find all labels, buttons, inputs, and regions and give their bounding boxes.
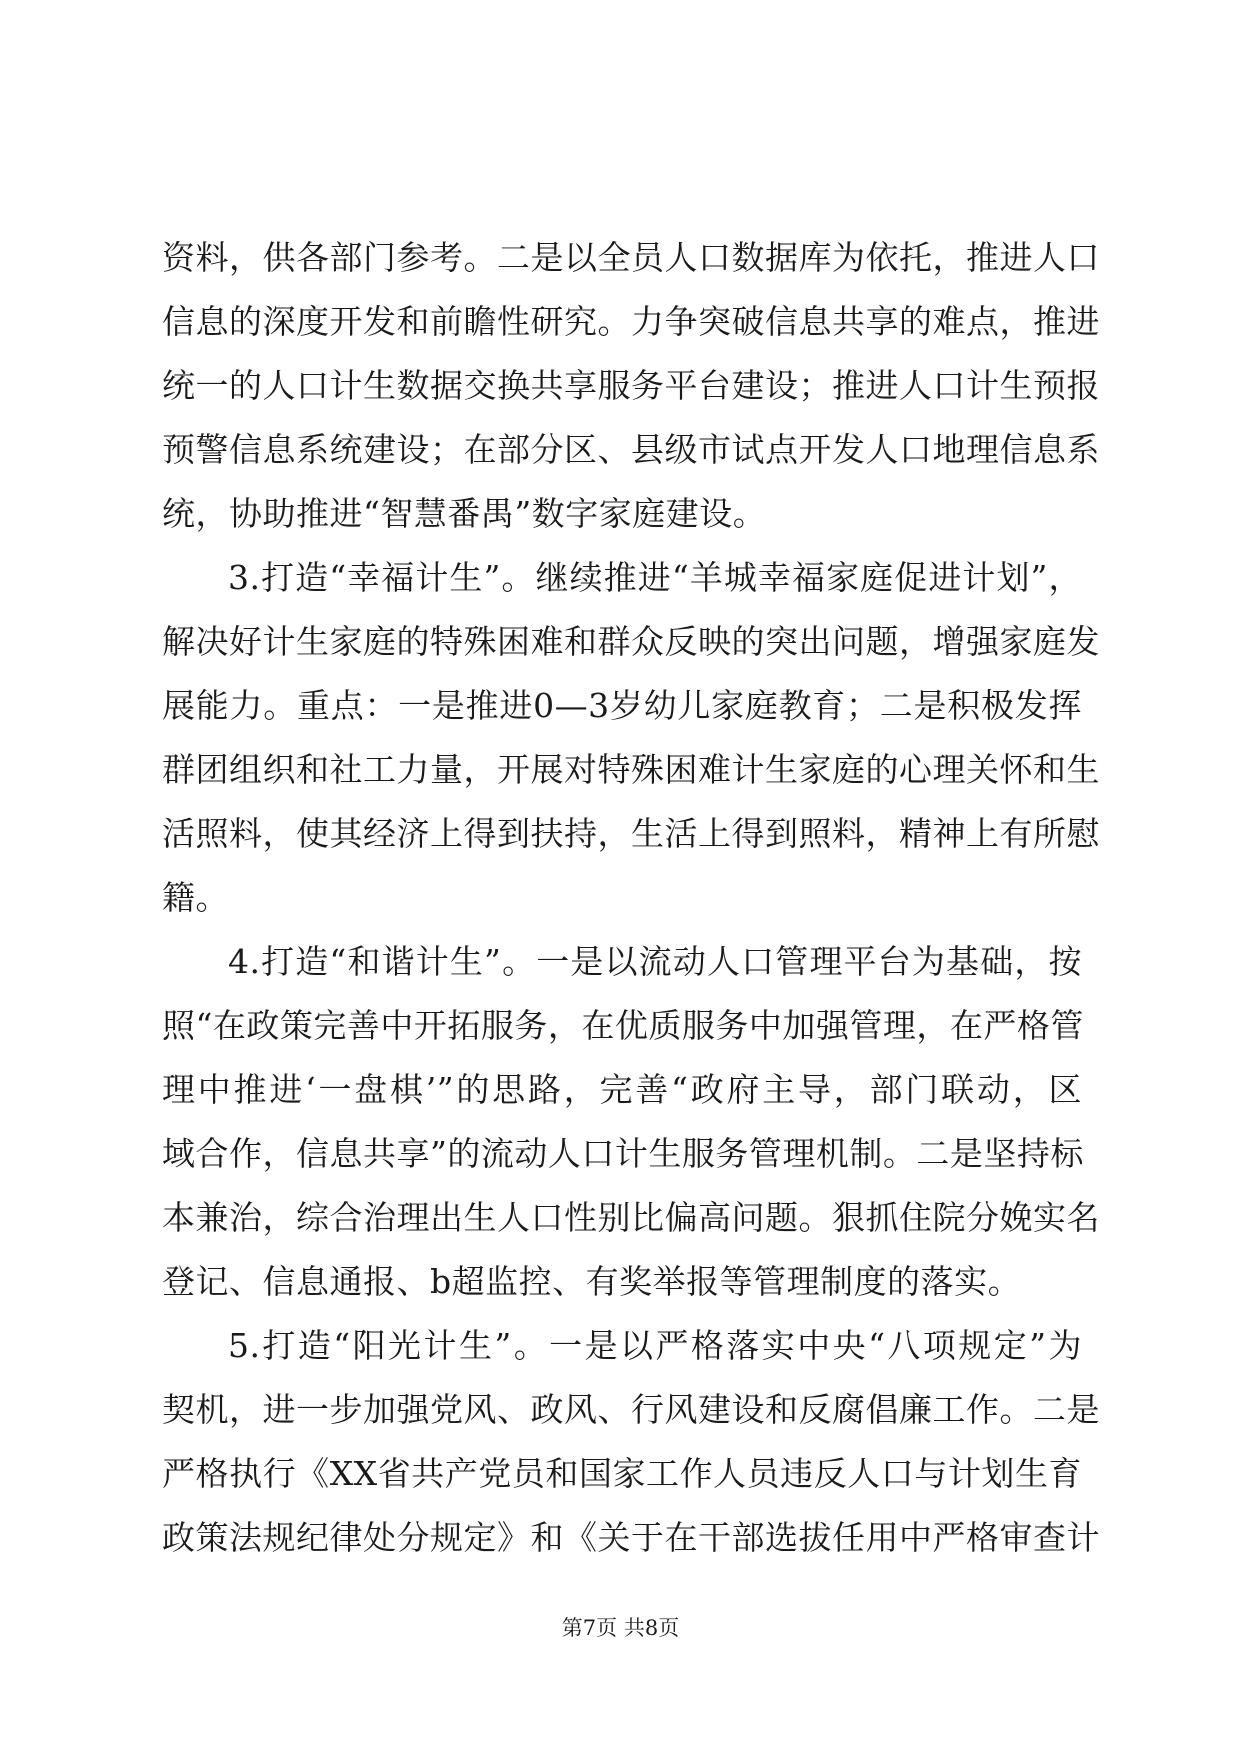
body-line: 群团组织和社工力量，开展对特殊困难计生家庭的心理关怀和生 <box>162 750 1100 789</box>
body-line: 照“在政策完善中开拓服务，在优质服务中加强管理，在严格管 <box>162 1006 1084 1045</box>
body-line: 域合作，信息共享”的流动人口计生服务管理机制。二是坚持标 <box>162 1134 1084 1173</box>
body-line: 资料，供各部门参考。二是以全员人口数据库为依托，推进人口 <box>162 238 1100 277</box>
body-line: 信息的深度开发和前瞻性研究。力争突破信息共享的难点，推进 <box>162 302 1100 341</box>
paragraph-start-line: 5.打造“阳光计生”。一是以严格落实中央“八项规定”为 <box>228 1326 1082 1365</box>
body-line: 统，协助推进“智慧番禺”数字家庭建设。 <box>162 494 767 533</box>
body-line: 本兼治，综合治理出生人口性别比偏高问题。狠抓住院分娩实名 <box>162 1198 1100 1237</box>
body-line: 登记、信息通报、b超监控、有奖举报等管理制度的落实。 <box>162 1262 1022 1301</box>
page-footer: 第7页 共8页 <box>561 1616 680 1640</box>
body-line: 预警信息系统建设；在部分区、县级市试点开发人口地理信息系 <box>162 430 1100 469</box>
body-line: 籍。 <box>162 878 229 917</box>
body-line: 政策法规纪律处分规定》和《关于在干部选拔任用中严格审查计 <box>162 1518 1100 1557</box>
paragraph-start-line: 4.打造“和谐计生”。一是以流动人口管理平台为基础，按 <box>228 942 1082 981</box>
body-line: 解决好计生家庭的特殊困难和群众反映的突出问题，增强家庭发 <box>162 622 1100 661</box>
body-line: 展能力。重点：一是推进0—3岁幼儿家庭教育；二是积极发挥 <box>162 686 1082 725</box>
body-line: 契机，进一步加强党风、政风、行风建设和反腐倡廉工作。二是 <box>162 1390 1100 1429</box>
body-line: 严格执行《XX省共产党员和国家工作人员违反人口与计划生育 <box>162 1454 1082 1493</box>
body-line: 统一的人口计生数据交换共享服务平台建设；推进人口计生预报 <box>162 366 1100 405</box>
paragraph-start-line: 3.打造“幸福计生”。继续推进“羊城幸福家庭促进计划”， <box>228 558 1082 597</box>
body-line: 理中推进‘一盘棋’”的思路，完善“政府主导，部门联动，区 <box>162 1070 1082 1109</box>
body-line: 活照料，使其经济上得到扶持，生活上得到照料，精神上有所慰 <box>162 814 1100 853</box>
